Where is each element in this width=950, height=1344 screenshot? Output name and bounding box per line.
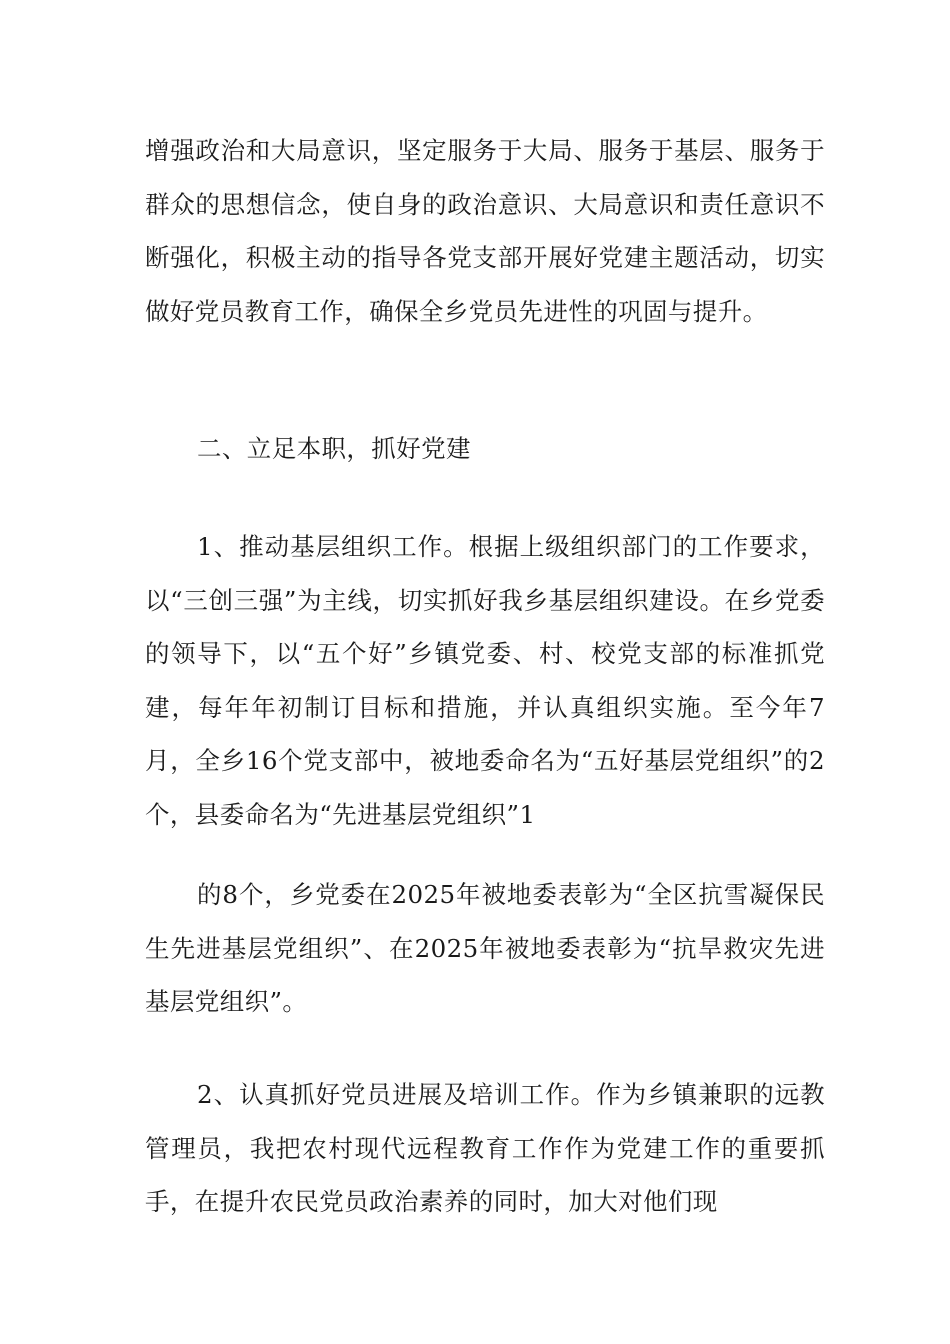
paragraph-commendations: 的8个，乡党委在2025年被地委表彰为“全区抗雪凝保民生先进基层党组织”、在2025年被地委表彰为“抗旱救灾先进基层党组织”。 — [145, 880, 825, 1016]
paragraph-member-training: 2、认真抓好党员进展及培训工作。作为乡镇兼职的远教管理员，我把农村现代远程教育工作作为党建工作的重要抓手，在提升农民党员政治素养的同时，加大对他们现 — [145, 1080, 825, 1216]
paragraph-political-awareness: 增强政治和大局意识，坚定服务于大局、服务于基层、服务于群众的思想信念，使自身的政治意识、大局意识和责任意识不断强化，积极主动的指导各党支部开展好党建主题活动，切实做好党员教育工作，确保全乡党员先进性的巩固与提升。 — [145, 136, 825, 326]
paragraph-grassroots-organization: 1、推动基层组织工作。根据上级组织部门的工作要求，以“三创三强”为主线，切实抓好我乡基层组织建设。在乡党委的领导下，以“五个好”乡镇党委、村、校党支部的标准抓党建，每年年初制订目标和措施，并认真组织实施。至今年7月，全乡16个党支部中，被地委命名为“五好基层党组织”的2个，县委命名为“先进基层党组织”1 — [145, 532, 825, 829]
section-heading-2: 二、立足本职，抓好党建 — [197, 434, 471, 463]
